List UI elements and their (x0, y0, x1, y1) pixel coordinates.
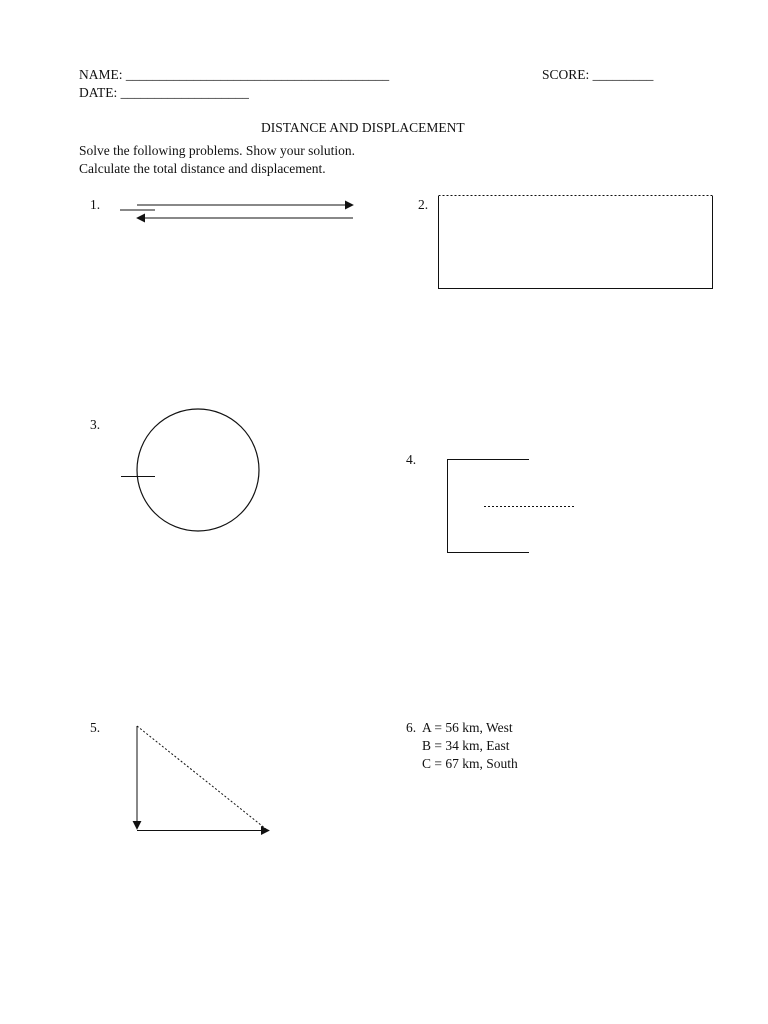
problem-4-number: 4. (406, 452, 417, 467)
problem-6-line-c: C = 67 km, South (422, 756, 518, 771)
problem-5-figure (137, 726, 269, 831)
instruction-line-2: Calculate the total distance and displacement. (79, 161, 326, 176)
problem-2-figure (439, 196, 713, 289)
problem-1-figure (120, 205, 353, 218)
problem-6-line-a: A = 56 km, West (422, 720, 513, 735)
problem-6-number: 6. (406, 720, 417, 735)
problem-4-figure (448, 460, 577, 553)
score-field: SCORE: _________ (542, 67, 654, 82)
problem-5-number: 5. (90, 720, 101, 735)
problem-2-rectangle-path (439, 196, 713, 289)
problem-6-line-b: B = 34 km, East (422, 738, 510, 753)
problem-3-figure (121, 409, 259, 531)
problem-1-number: 1. (90, 197, 101, 212)
problem-2-number: 2. (418, 197, 429, 212)
date-field: DATE: ___________________ (79, 85, 249, 100)
name-field: NAME: _______________________________________ (79, 67, 390, 82)
instruction-line-1: Solve the following problems. Show your solution. (79, 143, 355, 158)
problem-3-circle (137, 409, 259, 531)
problem-5-dashed-hypotenuse (137, 726, 266, 829)
problem-3-number: 3. (90, 417, 101, 432)
page-title: DISTANCE AND DISPLACEMENT (261, 120, 465, 135)
